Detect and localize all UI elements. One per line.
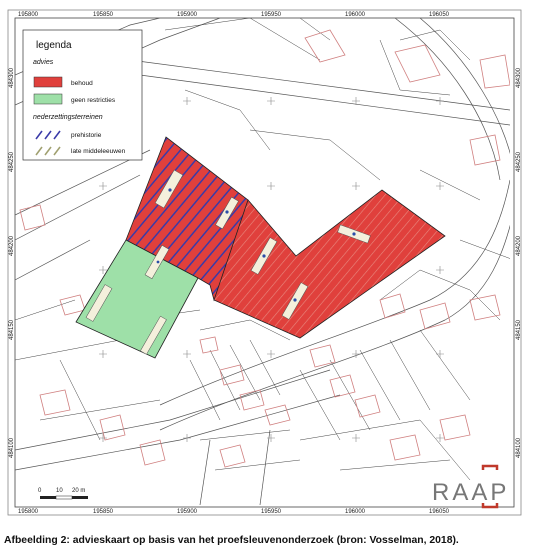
coord-bottom-label: 196000 (345, 509, 366, 515)
figure-caption: Afbeelding 2: advieskaart op basis van het proefsleuvenonderzoek (bron: Vosselman, 2018). (4, 535, 459, 546)
legend-advies-heading: advies (33, 59, 54, 66)
coord-bottom-label: 196050 (429, 509, 450, 515)
coord-left-label: 484250 (9, 151, 15, 172)
coord-top-label: 195950 (261, 12, 282, 18)
legend-nederzettingen-heading: nederzettingsterreinen (33, 114, 103, 121)
legend-title: legenda (36, 40, 72, 51)
scalebar-label: 0 (38, 488, 42, 494)
raap-logo-text: RAAP (432, 479, 510, 506)
coord-top-label: 195800 (18, 12, 39, 18)
legend-label-geen-restricties: geen restricties (71, 97, 116, 104)
coord-right-label: 484200 (516, 235, 522, 256)
coord-right-label: 484250 (516, 151, 522, 172)
legend-label-late-middeleeuwen: late middeleeuwen (71, 148, 126, 155)
coord-left-label: 484150 (9, 319, 15, 340)
coord-right-label: 484150 (516, 319, 522, 340)
coord-left-label: 484200 (9, 235, 15, 256)
coord-bottom-label: 195850 (93, 509, 114, 515)
legend-swatch-behoud (34, 77, 62, 87)
scalebar-label: 10 (56, 488, 63, 494)
coord-top-label: 196000 (345, 12, 366, 18)
scalebar-segment (56, 496, 72, 499)
scalebar-segment (40, 496, 56, 499)
coord-bottom-label: 195800 (18, 509, 39, 515)
legend-label-behoud: behoud (71, 80, 93, 87)
coord-top-label: 195850 (93, 12, 114, 18)
coord-left-label: 484100 (9, 437, 15, 458)
scalebar-label: 20 m (72, 488, 86, 494)
legend-swatch-geen-restricties (34, 94, 62, 104)
coord-right-label: 484300 (516, 67, 522, 88)
coord-top-label: 195900 (177, 12, 198, 18)
legend-label-prehistorie: prehistorie (71, 132, 102, 139)
coord-bottom-label: 195900 (177, 509, 198, 515)
coord-top-label: 196050 (429, 12, 450, 18)
legend (23, 30, 142, 160)
coord-bottom-label: 195950 (261, 509, 282, 515)
coord-left-label: 484300 (9, 67, 15, 88)
coord-right-label: 484100 (516, 437, 522, 458)
scalebar-segment (72, 496, 88, 499)
